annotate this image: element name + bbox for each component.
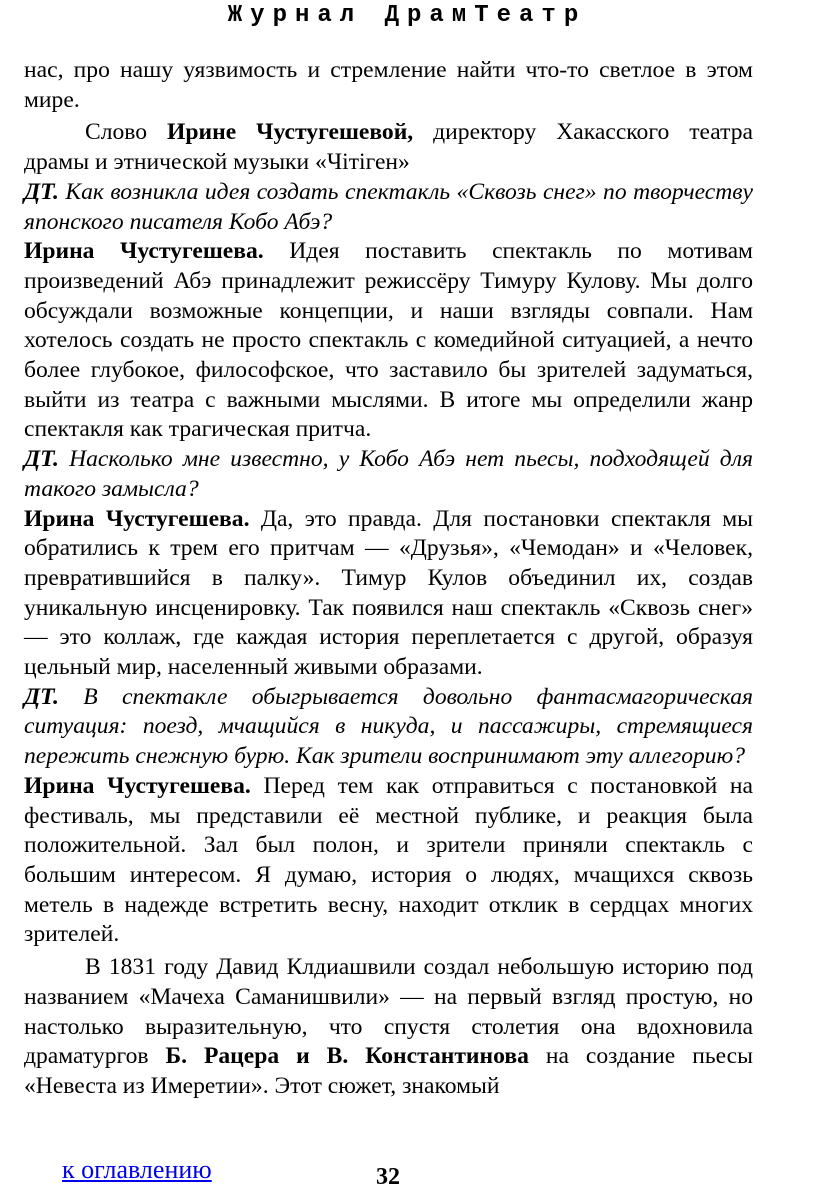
answer-text: Да, это правда. Для постановки спектакля мы обратились к трем его притчам — «Друзья», «Чемодан» и «Человек, превратившийся в палку». Тимур Кулов объединил их, создав уникальную инсценировку. Так появился наш спектакль «Сквозь снег» — это коллаж, где каждая история переплетается с другой, образуя цельный мир, населенный живыми образами. — [24, 505, 753, 681]
question — [24, 445, 753, 504]
paragraph-lead — [24, 118, 753, 177]
paragraph-text: директору Хакасского театра драмы и этнической музыки «Чітiген» — [24, 119, 754, 176]
answer-text: Перед тем как отправиться с постановкой на фестиваль, мы представили её местной публике, и реакция была положительной. Зал был полон, и зрители приняли спектакль с большим интересом. Я думаю, история о людях, мчащихся сквозь метель в надежде встретить весну, находит отклик в сердцах многих зрителей. — [24, 772, 753, 948]
question-prefix: ДТ. — [24, 446, 59, 473]
paragraph-text: В 1831 году Давид Клдиашвили создал небольшую историю под названием «Мачеха Саманишвили» — на первый взгляд простую, но настолько выразительную, что спустя столетия она вдохновила драматургов — [24, 954, 753, 1070]
paragraph-text: на создание пьесы «Невеста из Имеретии». Этот сюжет, знакомый — [24, 1043, 754, 1099]
question-text: Как возникла идея создать спектакль «Сквозь снег» по творчеству японского писателя Кобо Абэ? — [24, 178, 753, 235]
answer — [24, 505, 753, 683]
paragraph-next-article — [24, 953, 753, 1102]
paragraph-text: Слово — [85, 119, 168, 146]
journal-header: Журнал ДрамТеатр — [227, 2, 587, 29]
answer — [24, 237, 753, 445]
answer — [24, 772, 753, 950]
speaker-name: Ирина Чустугешева. — [24, 505, 250, 532]
table-of-contents-link[interactable]: к оглавлению — [62, 1155, 212, 1184]
authors-names: Б. Рацера и В. Константинова — [165, 1043, 529, 1070]
page-number: 32 — [376, 1164, 400, 1190]
article-body — [24, 56, 753, 1102]
person-name: Ирине Чустугешевой, — [167, 119, 414, 146]
question-text: Насколько мне известно, у Кобо Абэ нет пьесы, подходящей для такого замысла? — [24, 446, 753, 502]
speaker-name: Ирина Чустугешева. — [24, 772, 251, 799]
question — [24, 683, 753, 772]
question-text: В спектакле обыгрывается довольно фантасмагорическая ситуация: поезд, мчащийся в никуда, и пассажиры, стремящиеся пережить снежную бурю. Как зрители воспринимают эту аллегорию? — [24, 683, 753, 770]
speaker-name: Ирина Чустугешева. — [24, 238, 264, 265]
question — [24, 178, 753, 237]
paragraph-intro — [24, 56, 753, 115]
question-prefix: ДТ. — [24, 178, 59, 205]
paragraph-text: нас, про нашу уязвимость и стремление найти что-то светлое в этом мире. — [24, 57, 753, 113]
question-prefix: ДТ. — [24, 683, 59, 710]
answer-text: Идея поставить спектакль по мотивам произведений Абэ принадлежит режиссёру Тимуру Кулову. Мы долго обсуждали возможные концепции, и наши взгляды совпали. Нам хотелось создать не просто спектакль с комедийной ситуацией, а нечто более глубокое, философское, что заставило бы зрителей задуматься, выйти из театра с важными мыслями. В итоге мы определили жанр спектакля как трагическая притча. — [24, 238, 753, 443]
